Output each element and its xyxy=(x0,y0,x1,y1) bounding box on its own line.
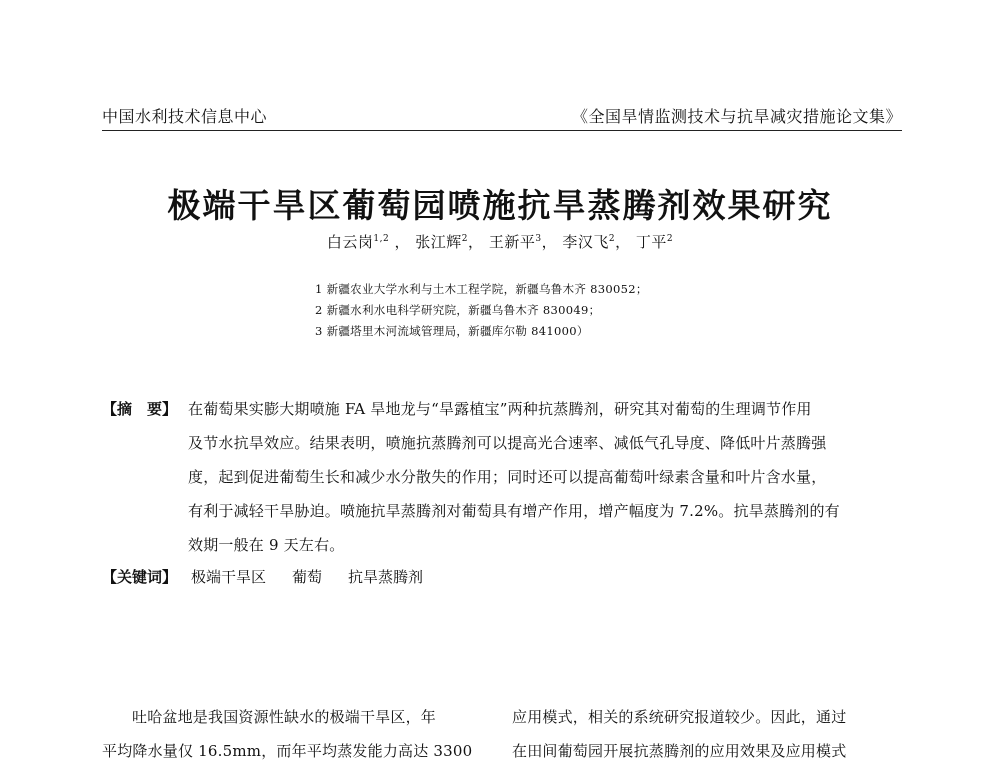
author-separator: ， xyxy=(615,233,631,251)
abstract-line: 有利于减轻干旱胁迫。喷施抗旱蒸腾剂对葡萄具有增产作用，增产幅度为 7.2%。抗旱蒸腾剂的有 xyxy=(188,502,840,520)
keywords-label: 【关键词】 xyxy=(102,568,178,586)
author-separator: ， xyxy=(394,233,410,251)
header-publisher: 中国水利技术信息中心 xyxy=(102,107,268,126)
body-line: 吐哈盆地是我国资源性缺水的极端干旱区，年 xyxy=(132,708,437,726)
affiliation-1: 1 新疆农业大学水利与土木工程学院，新疆乌鲁木齐 830052； xyxy=(315,282,648,296)
author-list xyxy=(0,231,1000,252)
abstract-line: 在葡萄果实膨大期喷施 FA 旱地龙与“旱露植宝”两种抗蒸腾剂，研究其对葡萄的生理调节作用 xyxy=(188,400,812,418)
body-line: 在田间葡萄园开展抗蒸腾剂的应用效果及应用模式 xyxy=(512,742,847,760)
author-separator: ， xyxy=(468,233,484,251)
keyword: 极端干旱区 xyxy=(191,568,267,586)
body-line: 平均降水量仅 16.5mm，而年平均蒸发能力高达 3300 xyxy=(102,742,473,760)
abstract-line: 及节水抗旱效应。结果表明，喷施抗蒸腾剂可以提高光合速率、减低气孔导度、降低叶片蒸腾强 xyxy=(188,434,827,452)
affiliation-2: 2 新疆水利水电科学研究院，新疆乌鲁木齐 830049； xyxy=(315,303,601,317)
author-affiliation-mark: 2 xyxy=(461,234,469,244)
author-name: 白云岗 xyxy=(326,233,374,251)
author-separator: ， xyxy=(541,233,558,251)
keywords-block xyxy=(102,566,423,587)
author-name: 李汉飞 xyxy=(562,233,609,251)
abstract-label: 【摘 要】 xyxy=(102,400,178,418)
header-rule xyxy=(102,130,902,131)
author-affiliation-mark: 2 xyxy=(666,234,674,244)
abstract-line: 度，起到促进葡萄生长和减少水分散失的作用；同时还可以提高葡萄叶绿素含量和叶片含水量， xyxy=(188,468,827,486)
affiliation-3: 3 新疆塔里木河流域管理局，新疆库尔勒 841000） xyxy=(315,324,589,338)
keyword: 葡萄 xyxy=(292,568,323,586)
paper-title: 极端干旱区葡萄园喷施抗旱蒸腾剂效果研究 xyxy=(167,186,833,225)
author-affiliation-mark: 2 xyxy=(608,234,616,244)
running-header xyxy=(102,104,902,130)
author-name: 张江辉 xyxy=(415,233,462,251)
body-line: 应用模式，相关的系统研究报道较少。因此，通过 xyxy=(512,708,847,726)
author-affiliation-mark: 3 xyxy=(535,234,542,244)
author-name: 王新平 xyxy=(488,233,536,251)
author-affiliation-mark: 1,2 xyxy=(373,234,390,244)
keyword: 抗旱蒸腾剂 xyxy=(348,568,424,586)
abstract-line: 效期一般在 9 天左右。 xyxy=(188,536,345,554)
header-collection-title: 《全国旱情监测技术与抗旱减灾措施论文集》 xyxy=(571,107,902,126)
author-name: 丁平 xyxy=(635,233,667,251)
